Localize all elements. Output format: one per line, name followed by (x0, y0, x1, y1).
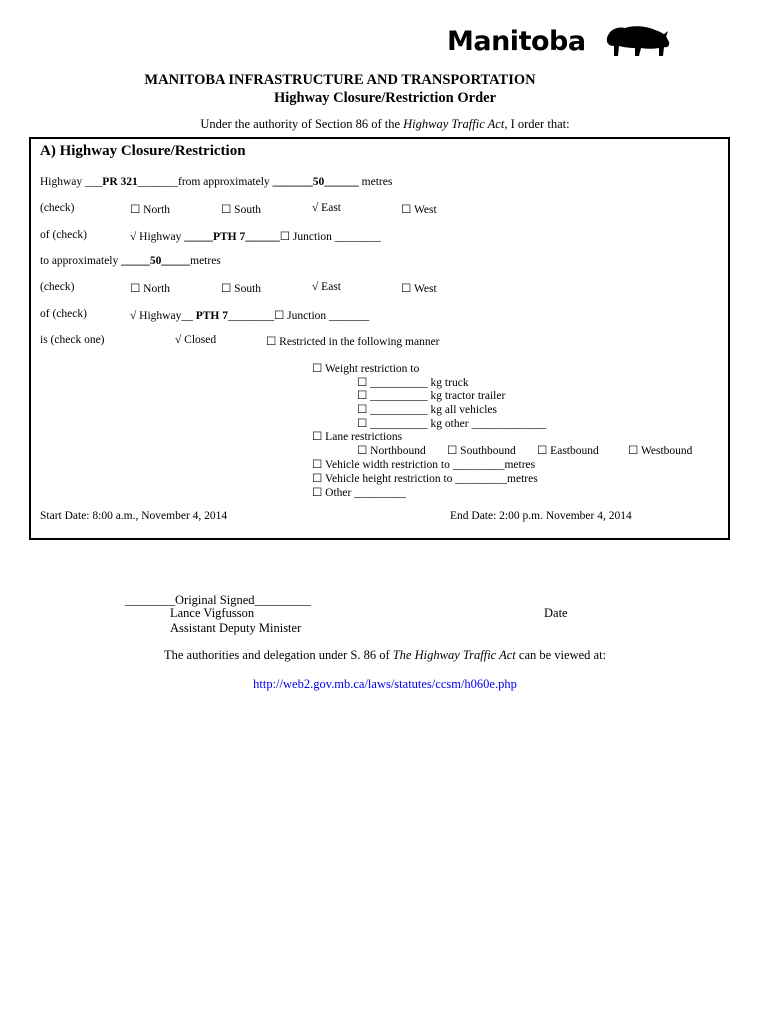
south-checkbox-2[interactable]: ☐ South (221, 283, 262, 295)
department-title: MANITOBA INFRASTRUCTURE AND TRANSPORTATION (144, 72, 536, 88)
act-name-footer: The Highway Traffic Act (392, 648, 516, 662)
of-check-label: of (check) (40, 229, 87, 241)
kg-other-field[interactable]: ☐ __________ kg other _____________ (357, 418, 547, 430)
of-highway-row (130, 229, 381, 243)
signer-title: Assistant Deputy Minister (170, 621, 302, 635)
other-restriction-checkbox[interactable]: ☐ Other _________ (312, 487, 406, 499)
height-restriction-checkbox[interactable]: ☐ Vehicle height restriction to _________metres (312, 473, 538, 485)
north-checkbox[interactable]: ☐ North (130, 204, 171, 216)
of-highway-row-2 (130, 308, 369, 322)
highway-value: PR 321 (102, 176, 138, 188)
eastbound-checkbox[interactable]: ☐ Eastbound (537, 445, 599, 457)
north-checkbox-2[interactable]: ☐ North (130, 283, 171, 295)
kg-all-vehicles-field[interactable]: ☐ __________ kg all vehicles (357, 404, 497, 416)
distance-value: _______50______ (272, 176, 359, 188)
east-checkbox[interactable]: √ East (312, 202, 341, 214)
weight-restriction-checkbox[interactable]: ☐ Weight restriction to (312, 363, 420, 375)
southbound-checkbox[interactable]: ☐ Southbound (447, 445, 516, 457)
authority-line: Under the authority of Section 86 of the Highway Traffic Act, I order that: (200, 117, 570, 131)
kg-tractor-trailer-field[interactable]: ☐ __________ kg tractor trailer (357, 390, 506, 402)
manitoba-logo (447, 26, 586, 57)
closed-checkbox[interactable]: √ Closed (175, 334, 217, 346)
order-title: Highway Closure/Restriction Order (273, 90, 497, 106)
of-highway-value-2: PTH 7 (195, 310, 228, 322)
start-date: Start Date: 8:00 a.m., November 4, 2014 (40, 510, 228, 522)
authorities-note: The authorities and delegation under S. 86 of The Highway Traffic Act can be viewed at: (163, 648, 607, 662)
junction-checkbox-2[interactable]: ________☐ Junction _______ (228, 310, 370, 322)
logo-text: Manitoba (447, 26, 586, 57)
to-distance-value: _____50_____ (121, 255, 191, 267)
width-restriction-checkbox[interactable]: ☐ Vehicle width restriction to _________metres (312, 459, 536, 471)
east-checkbox-2[interactable]: √ East (312, 281, 341, 293)
section-heading: A) Highway Closure/Restriction (40, 143, 246, 159)
junction-checkbox[interactable]: ☐ Junction ________ (279, 231, 381, 243)
lane-restrictions-checkbox[interactable]: ☐ Lane restrictions (312, 431, 403, 443)
end-date: End Date: 2:00 p.m. November 4, 2014 (450, 510, 632, 522)
check-one-label: is (check one) (40, 334, 105, 346)
restricted-checkbox[interactable]: ☐ Restricted in the following manner (266, 336, 440, 348)
northbound-checkbox[interactable]: ☐ Northbound (357, 445, 426, 457)
highway-checkbox-2[interactable]: √ Highway__ (130, 310, 196, 322)
highway-checkbox[interactable]: √ Highway (130, 231, 185, 243)
act-name: Highway Traffic Act (403, 117, 505, 131)
west-checkbox-2[interactable]: ☐ West (401, 283, 437, 295)
direction-label-2: (check) (40, 281, 75, 293)
signature-line: ________Original Signed_________ (125, 593, 311, 607)
of-highway-value: _____PTH 7______ (184, 231, 280, 243)
signer-name: Lance Vigfusson (170, 606, 255, 620)
of-check-label-2: of (check) (40, 308, 87, 320)
south-checkbox[interactable]: ☐ South (221, 204, 262, 216)
direction-label: (check) (40, 202, 75, 214)
date-label: Date (544, 606, 568, 620)
westbound-checkbox[interactable]: ☐ Westbound (628, 445, 693, 457)
kg-truck-field[interactable]: ☐ __________ kg truck (357, 377, 469, 389)
highway-row: Highway ___PR 321_______from approximately _______50______ metres (40, 176, 393, 188)
bison-icon (603, 24, 673, 60)
statute-link[interactable]: http://web2.gov.mb.ca/laws/statutes/ccsm/h060e.php (253, 677, 517, 691)
to-approx-row: to approximately _____50_____metres (40, 255, 221, 267)
west-checkbox[interactable]: ☐ West (401, 204, 437, 216)
